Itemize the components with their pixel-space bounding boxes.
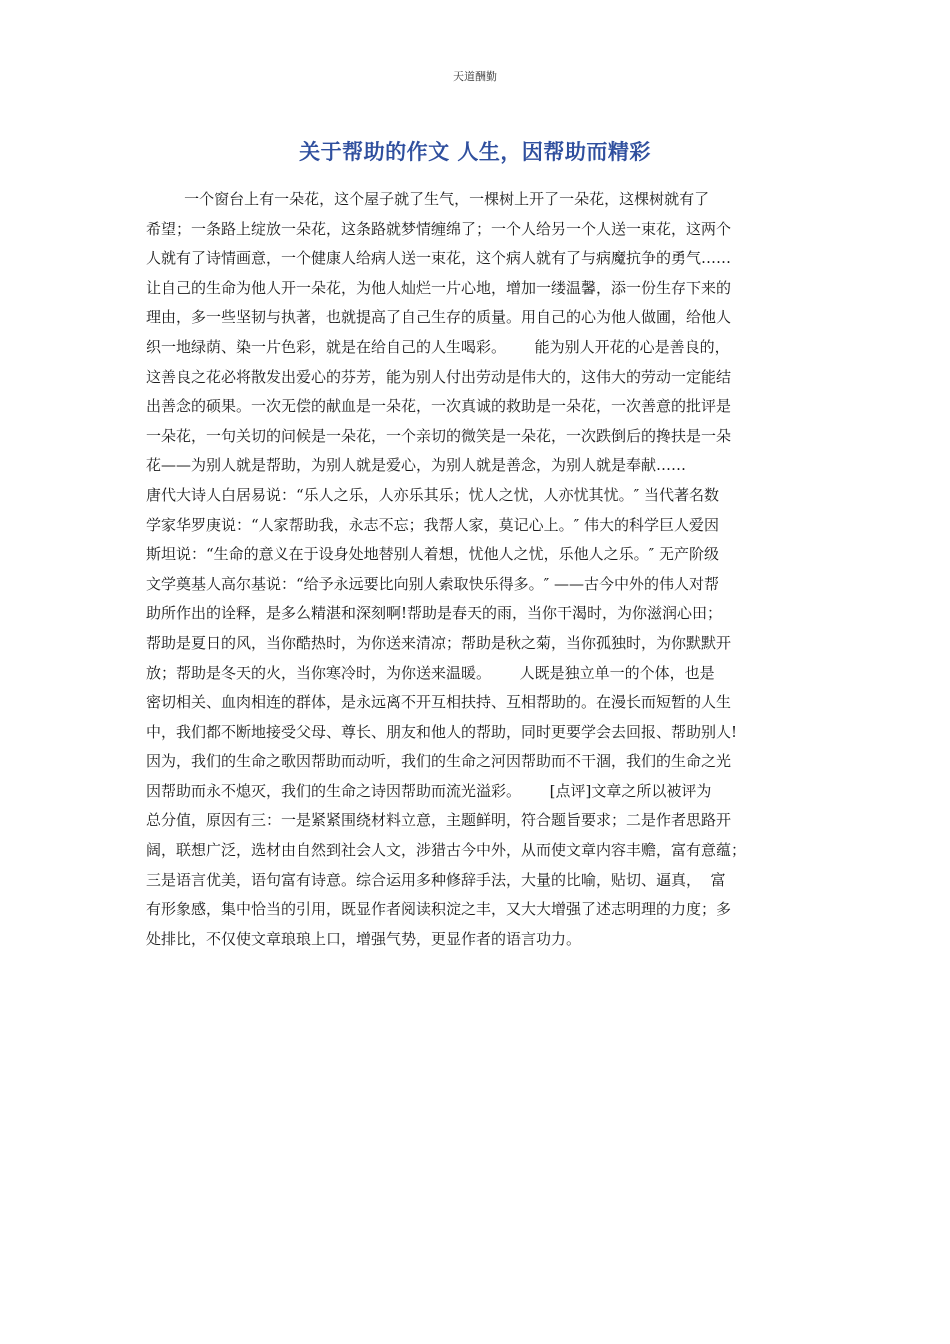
- article-title: 关于帮助的作文 人生，因帮助而精彩: [299, 140, 651, 164]
- body-line: 一个窗台上有一朵花，这个屋子就了生气，一棵树上开了一朵花，这棵树就有了: [146, 190, 710, 208]
- body-line: 一朵花，一句关切的问候是一朵花，一个亲切的微笑是一朵花，一次跌倒后的搀扶是一朵: [146, 426, 732, 445]
- body-line: 织一地绿荫、染一片色彩，就是在给自己的人生喝彩。 能为别人开花的心是善良的，: [146, 337, 730, 356]
- body-line: 这善良之花必将散发出爱心的芬芳，能为别人付出劳动是伟大的，这伟大的劳动一定能结: [146, 367, 732, 386]
- body-line: 帮助是夏日的风，当你酷热时，为你送来清凉；帮助是秋之菊，当你孤独时，为你默默开: [146, 633, 732, 652]
- body-line: 让自己的生命为他人开一朵花，为他人灿烂一片心地，增加一缕温馨，添一份生存下来的: [146, 278, 732, 297]
- body-line: 学家华罗庚说：“人家帮助我，永志不忘；我帮人家，莫记心上。″ 伟大的科学巨人爱因: [146, 515, 720, 534]
- body-line: 理由，多一些坚韧与执著，也就提高了自己生存的质量。用自己的心为他人做圃，给他人: [146, 308, 732, 327]
- body-line: 放；帮助是冬天的火，当你寒冷时，为你送来温暖。 人既是独立单一的个体，也是: [146, 663, 715, 682]
- body-line: 阔，联想广泛，选材由自然到社会人文，涉猎古今中外，从而使文章内容丰赡，富有意蕴；: [146, 841, 747, 860]
- body-line: 因为，我们的生命之歌因帮助而动听，我们的生命之河因帮助而不干涸，我们的生命之光: [146, 752, 732, 771]
- body-line: 密切相关、血肉相连的群体，是永远离不开互相扶持、互相帮助的。在漫长而短暂的人生: [146, 693, 732, 712]
- body-line: 唐代大诗人白居易说：“乐人之乐，人亦乐其乐；忧人之忧，人亦忧其忧。″ 当代著名数: [146, 485, 720, 504]
- body-line: 斯坦说：“生命的意义在于设身处地替别人着想，忧他人之忧，乐他人之乐。″ 无产阶级: [146, 545, 720, 564]
- body-line: 助所作出的诠释，是多么精湛和深刻啊!帮助是春天的雨，当你干渴时，为你滋润心田；: [146, 604, 723, 623]
- body-line: 文学奠基人高尔基说：“给予永远要比向别人索取快乐得多。″ ——古今中外的伟人对帮: [146, 574, 720, 593]
- body-line: 处排比，不仅使文章琅琅上口，增强气势，更显作者的语言功力。: [146, 929, 582, 948]
- body-line: 希望；一条路上绽放一朵花，这条路就梦情缠绵了；一个人给另一个人送一束花，这两个: [146, 219, 732, 238]
- body-line: 有形象感，集中恰当的引用，既显作者阅读积淀之丰，又大大增强了述志明理的力度；多: [146, 900, 732, 919]
- article-body: [146, 185, 806, 954]
- body-line: 因帮助而永不熄灭，我们的生命之诗因帮助而流光溢彩。 [点评]文章之所以被评为: [146, 781, 712, 800]
- body-line: 花——为别人就是帮助，为别人就是爱心，为别人就是善念，为别人就是奉献……: [146, 456, 687, 475]
- body-line: 出善念的硕果。一次无偿的献血是一朵花，一次真诚的救助是一朵花，一次善意的批评是: [146, 397, 732, 416]
- body-line: 中，我们都不断地接受父母、尊长、朋友和他人的帮助，同时更要学会去回报、帮助别人!: [146, 722, 738, 741]
- body-line: 三是语言优美，语句富有诗意。综合运用多种修辞手法，大量的比喻，贴切、逼真， 富: [146, 870, 726, 889]
- body-line: 人就有了诗情画意，一个健康人给病人送一束花，这个病人就有了与病魔抗争的勇气……: [146, 249, 732, 268]
- page-header: 天道酬勤: [453, 70, 497, 83]
- body-line: 总分值，原因有三：一是紧紧围绕材料立意，主题鲜明，符合题旨要求；二是作者思路开: [146, 811, 732, 830]
